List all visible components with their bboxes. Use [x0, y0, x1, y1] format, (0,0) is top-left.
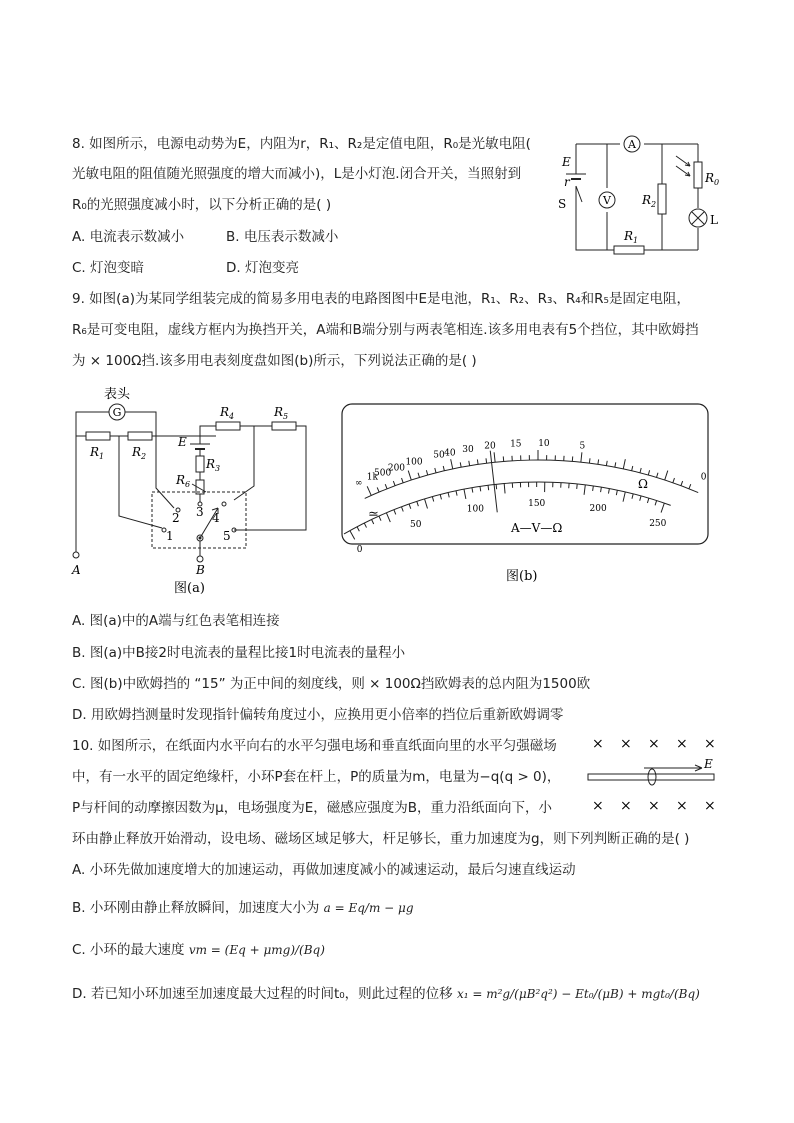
- galvanometer-label: G: [112, 406, 122, 419]
- magnetic-field-cross: ×: [592, 736, 604, 752]
- ohm-tick: [598, 459, 599, 464]
- q9-figure-a-circuit: [62, 380, 322, 600]
- ohm-tick: [689, 484, 691, 489]
- ohm-tick: [460, 462, 461, 467]
- dc-tick-label: 200: [589, 503, 607, 514]
- fig-a-r1-label: R: [90, 445, 100, 459]
- magnetic-field-cross: ×: [620, 736, 632, 752]
- contact-1-label: 1: [166, 529, 174, 543]
- ohm-tick: [486, 458, 487, 463]
- magnetic-field-cross: ×: [648, 798, 660, 814]
- q8-option-a: A. 电流表示数减小: [72, 229, 185, 245]
- meter-head-label: 表头: [103, 387, 131, 402]
- ohm-tick: [623, 459, 625, 469]
- fig-a-r2-label: R: [132, 445, 142, 459]
- dc-tick: [432, 497, 433, 502]
- figure-a-caption: 图(a): [174, 581, 205, 596]
- ohm-tick: [615, 462, 616, 467]
- ohm-tick: [393, 481, 395, 486]
- q10-option-c-formula: vm = (Eq + μmg)/(Bq): [188, 943, 325, 957]
- ohm-tick: [494, 452, 495, 462]
- q10-option-a: A. 小环先做加速度增大的加速运动，再做加速度减小的减速运动，最后匀速直线运动: [72, 862, 576, 878]
- ohm-tick: [377, 487, 379, 492]
- ohm-tick-label: 200: [387, 463, 406, 474]
- fig-a-r1-sub: 1: [99, 452, 105, 461]
- contact-2-label: 2: [172, 511, 180, 525]
- dc-tick: [357, 527, 359, 531]
- q8-line-2: 光敏电阻的阻值随光照强度的增大而减小)，L是小灯泡.闭合开关，当照射到: [72, 166, 522, 182]
- ohm-tick-label: 20: [484, 441, 496, 452]
- q10-option-c: [72, 940, 325, 960]
- dc-tick: [584, 485, 585, 495]
- ohm-tick: [477, 459, 478, 464]
- ohm-tick-label: 50: [433, 450, 445, 461]
- dc-tick: [623, 492, 625, 502]
- dc-tick: [394, 510, 396, 515]
- dc-tick: [640, 496, 641, 501]
- fig-a-battery-label: E: [178, 435, 187, 449]
- magnetic-field-cross: ×: [676, 736, 688, 752]
- magnetic-field-cross: ×: [676, 798, 688, 814]
- field-e-label: E: [704, 757, 713, 771]
- dc-tick-label: 100: [466, 504, 484, 515]
- ohm-tick: [435, 468, 436, 473]
- ohm-tick-label: 15: [510, 439, 522, 450]
- fig-a-r6-label: R: [176, 473, 186, 487]
- ohm-tick: [640, 468, 641, 473]
- q9-option-d: D. 用欧姆挡测量时发现指针偏转角度过小，应换用更小倍率的挡位后重新欧姆调零: [72, 707, 564, 723]
- ohm-tick-label: 5: [579, 441, 586, 452]
- q10-option-b-text: B. 小环刚由静止释放瞬间，加速度大小为: [72, 900, 320, 916]
- ohm-tick: [426, 470, 427, 475]
- contact-4-label: 4: [212, 511, 220, 525]
- q9-line-2: R₆是可变电阻，虚线方框内为换挡开关，A端和B端分别与两表笔相连.该多用电表有5个挡位，其中欧姆挡: [72, 322, 699, 338]
- svg-text:R4: [219, 405, 234, 421]
- dc-tick: [350, 531, 355, 540]
- magnetic-field-cross: ×: [704, 798, 716, 814]
- terminal-a-label: A: [72, 563, 81, 577]
- ohm-tick-label: 1k: [366, 472, 378, 483]
- fig-a-r4-sub: 4: [229, 412, 235, 421]
- figure-b-caption: 图(b): [506, 569, 538, 584]
- ohm-tick: [402, 478, 404, 483]
- fig-a-r6-sub: 6: [185, 480, 191, 489]
- dc-tick-label: 0: [356, 545, 363, 556]
- dc-tick-label: 250: [649, 519, 667, 530]
- magnetic-field-cross: ×: [592, 798, 604, 814]
- dc-tick-label: 50: [410, 519, 422, 530]
- magnetic-field-cross: ×: [648, 736, 660, 752]
- q10-option-b: [72, 898, 414, 918]
- q10-line-1: 10. 如图所示，在纸面内水平向右的水平匀强电场和垂直纸面向里的水平匀强磁场: [72, 738, 557, 754]
- dc-tick: [379, 516, 381, 521]
- switch-label: S: [558, 197, 567, 211]
- magnetic-field-cross: ×: [704, 736, 716, 752]
- q8-circuit-diagram: [552, 130, 732, 260]
- q9-option-c: C. 图(b)中欧姆挡的 “15” 为正中间的刻度线，则 × 100Ω挡欧姆表的总内阻为1500欧: [72, 676, 591, 692]
- internal-resistance-label: r: [564, 175, 570, 189]
- ohm-tick: [408, 471, 411, 481]
- ohm-tick-label: 500: [374, 468, 392, 479]
- q9-line-1: 9. 如图(a)为某同学组装完成的简易多用电表的电路图图中E是电池，R₁、R₂、R₃、R₄和R₅是固定电阻，: [72, 291, 690, 307]
- dc-tick: [480, 486, 481, 491]
- r0-sub: 0: [714, 178, 720, 187]
- q10-option-d: [72, 984, 700, 1004]
- fig-a-r4-label: R: [220, 405, 230, 419]
- dial-needle: [490, 451, 497, 513]
- q8-line-1: 8. 如图所示，电源电动势为E，内阻为r，R₁、R₂是定值电阻，R₀是光敏电阻(: [72, 136, 531, 152]
- dc-tick-label: 150: [528, 499, 546, 510]
- dc-scale-symbol: ≃: [368, 507, 379, 522]
- fig-a-r2-sub: 2: [141, 452, 147, 461]
- ohm-tick: [606, 461, 607, 466]
- q10-line-2: 中，有一水平的固定绝缘杆，小环P套在杆上，P的质量为m，电量为−q(q > 0)，: [72, 769, 561, 785]
- lamp-label: L: [710, 213, 718, 227]
- ohm-tick: [665, 471, 668, 481]
- q9-line-3: 为 × 100Ω挡.该多用电表刻度盘如图(b)所示，下列说法正确的是( ): [72, 353, 477, 369]
- q9-figure-b-dial: [338, 400, 714, 590]
- ohm-tick: [648, 470, 649, 475]
- dc-tick: [401, 507, 403, 512]
- dc-tick: [448, 493, 449, 498]
- dc-tick: [425, 499, 428, 509]
- ohm-tick: [451, 459, 453, 469]
- fig-a-r5-sub: 5: [283, 412, 289, 421]
- dc-tick: [440, 495, 441, 500]
- q8-option-c: C. 灯泡变暗: [72, 260, 145, 276]
- ohm-tick: [385, 484, 387, 489]
- ohm-tick-label: 0: [700, 472, 707, 483]
- ammeter-label: A: [628, 138, 636, 151]
- svg-text:R3: [205, 457, 220, 473]
- ohm-tick: [418, 473, 419, 478]
- svg-text:R1: [89, 445, 104, 461]
- q10-option-d-formula: x₁ = m²g/(μB²q²) − Et₀/(μB) + mgt₀/(Bq): [456, 987, 700, 1001]
- r2-sub: 2: [651, 200, 657, 209]
- q9-option-a: A. 图(a)中的A端与红色表笔相连接: [72, 613, 280, 629]
- ohm-scale-symbol: Ω: [638, 477, 648, 491]
- q10-option-c-text: C. 小环的最大速度: [72, 942, 185, 958]
- magnetic-field-cross: ×: [620, 798, 632, 814]
- fig-a-r5-label: R: [274, 405, 284, 419]
- ohm-tick: [367, 486, 371, 495]
- dc-tick: [608, 489, 609, 494]
- q8-line-3: R₀的光照强度减小时，以下分析正确的是( ): [72, 197, 332, 213]
- dc-tick: [577, 484, 578, 489]
- dc-tick: [472, 488, 473, 493]
- svg-text:R2: [641, 193, 656, 209]
- svg-text:R2: [131, 445, 146, 461]
- dial-label: A—V—Ω: [511, 521, 563, 535]
- ohm-tick: [657, 473, 658, 478]
- q10-option-d-text: D. 若已知小环加速至加速度最大过程的时间t₀，则此过程的位移: [72, 986, 453, 1002]
- q8-option-b: B. 电压表示数减小: [226, 229, 339, 245]
- r0-label: R: [705, 171, 715, 185]
- q9-option-b: B. 图(a)中B接2时电流表的量程比接1时电流表的量程小: [72, 645, 406, 661]
- ohm-tick-label: 100: [405, 457, 423, 468]
- contact-5-label: 5: [223, 529, 231, 543]
- ohm-tick-label: 30: [462, 444, 474, 455]
- dc-tick: [488, 485, 489, 490]
- voltmeter-label: V: [603, 194, 611, 207]
- ohm-tick: [673, 478, 675, 483]
- q10-line-4: 环由静止释放开始滑动，设电场、磁场区域足够大，杆足够长，重力加速度为g，则下列判断正确的是( ): [72, 831, 690, 847]
- svg-text:R0: [704, 171, 719, 187]
- fig-a-r3-label: R: [206, 457, 216, 471]
- dc-tick: [409, 504, 411, 509]
- ohm-tick-label: 40: [444, 448, 456, 459]
- ohm-tick-label: ∞: [355, 478, 363, 489]
- contact-3-label: 3: [196, 505, 204, 519]
- dc-tick: [386, 513, 390, 522]
- emf-label: E: [562, 155, 571, 169]
- q8-option-d: D. 灯泡变亮: [226, 260, 299, 276]
- q10-option-b-formula: a = Eq/m − μg: [323, 901, 414, 915]
- r1-label: R: [624, 229, 634, 243]
- dc-tick: [456, 491, 457, 496]
- q10-line-3: P与杆间的动摩擦因数为μ，电场强度为E，磁感应强度为B，重力沿纸面向下，小: [72, 800, 553, 816]
- r1-sub: 1: [633, 236, 639, 245]
- dc-tick: [464, 489, 466, 499]
- r2-label: R: [642, 193, 652, 207]
- fig-a-r3-sub: 3: [215, 464, 221, 473]
- ohm-tick: [681, 481, 683, 486]
- ohm-tick: [443, 466, 444, 471]
- dc-tick: [655, 501, 657, 506]
- dc-tick: [616, 490, 617, 495]
- svg-text:R5: [273, 405, 288, 421]
- dc-tick: [632, 494, 633, 499]
- svg-text:R6: [175, 473, 190, 489]
- dc-tick: [601, 487, 602, 492]
- terminal-b-label: B: [196, 563, 205, 577]
- dc-tick: [593, 486, 594, 491]
- q10-field-diagram: [584, 734, 724, 814]
- ohm-tick: [632, 466, 633, 471]
- ohm-tick: [469, 461, 470, 466]
- dc-tick: [496, 484, 497, 489]
- dc-tick: [661, 503, 664, 512]
- ohm-tick-label: 10: [538, 439, 550, 450]
- dc-tick: [364, 523, 366, 527]
- ohm-tick: [589, 458, 590, 463]
- dc-tick: [647, 498, 648, 503]
- dc-tick: [417, 501, 419, 506]
- dc-tick: [504, 483, 505, 493]
- ohm-tick: [581, 452, 582, 462]
- dc-scale-arc: [344, 482, 671, 534]
- svg-text:R1: [623, 229, 638, 245]
